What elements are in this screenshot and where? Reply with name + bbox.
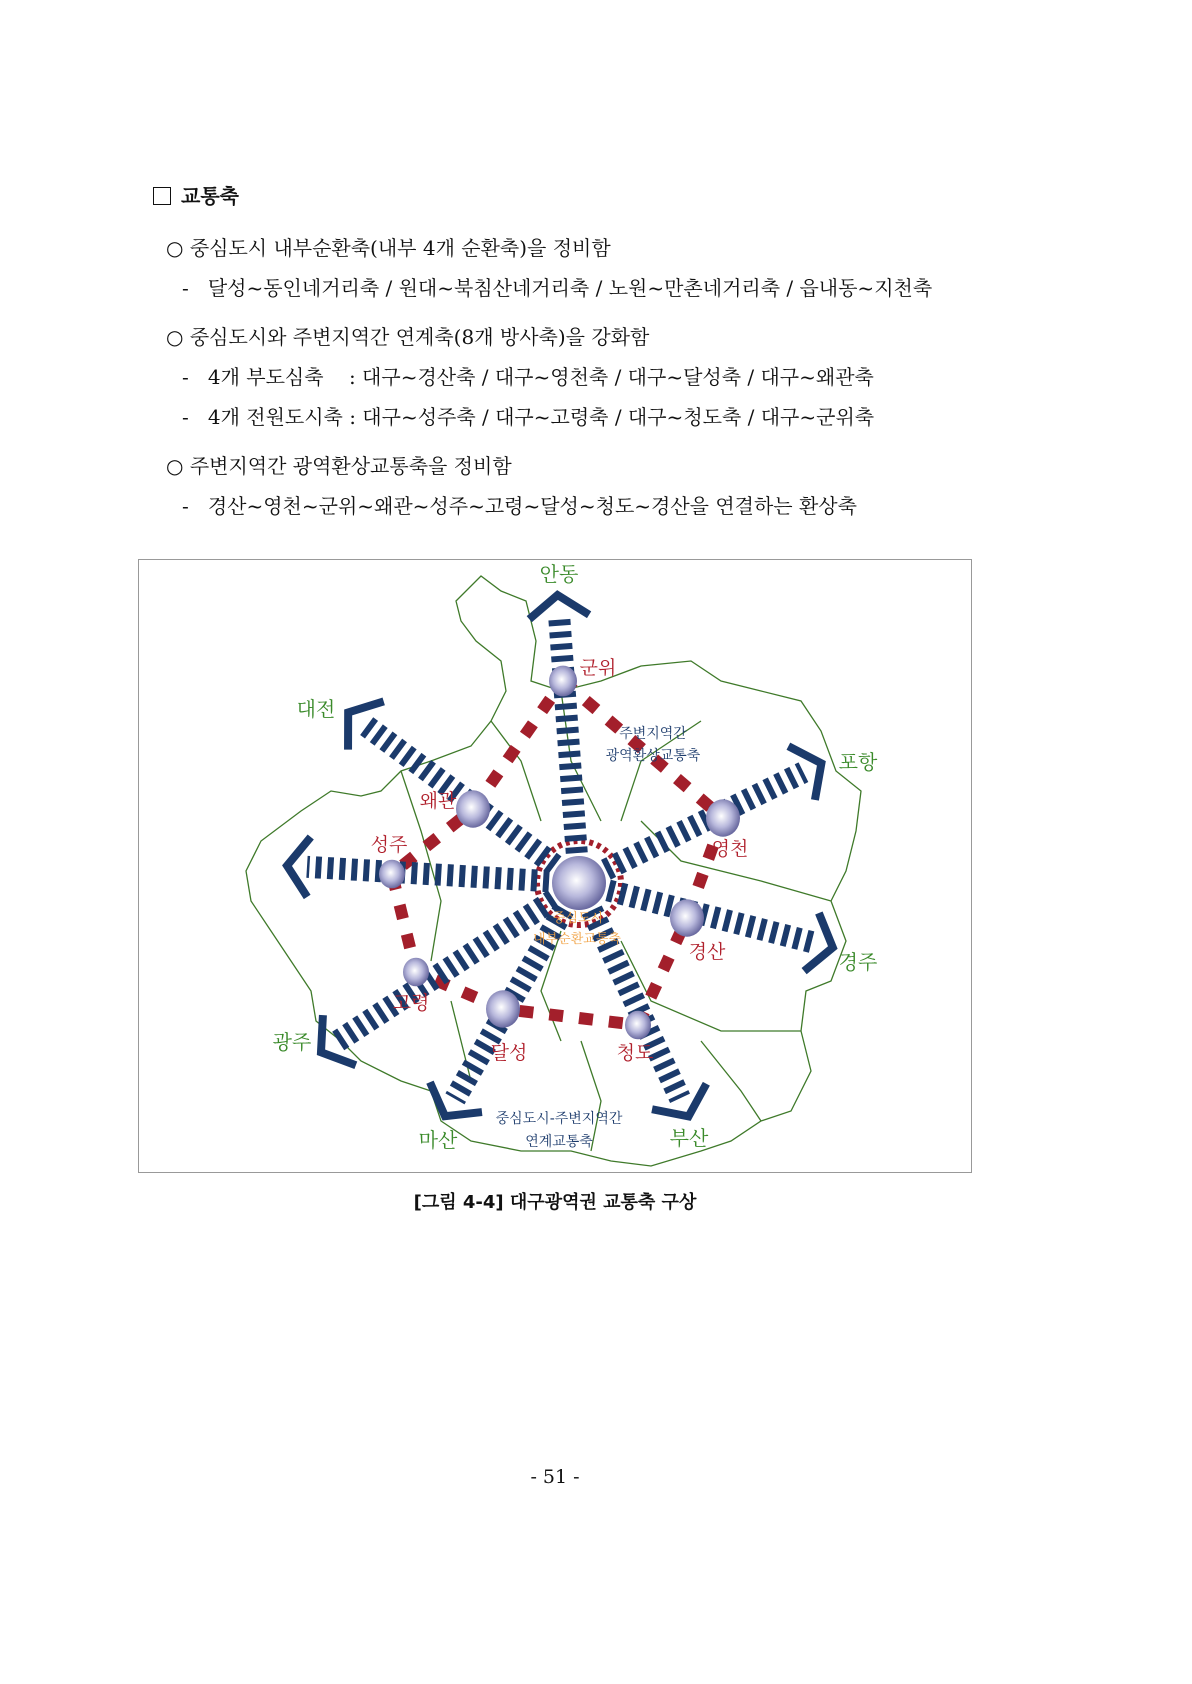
satellite-city-node bbox=[706, 799, 740, 836]
satellite-city-node bbox=[403, 958, 429, 987]
radial-axis bbox=[608, 890, 813, 942]
satellite-city-node bbox=[456, 790, 490, 827]
ring-axis-label: 광역환상교통축 bbox=[605, 748, 701, 764]
node-label-waegwan: 왜관 bbox=[419, 790, 457, 812]
radial-axis-label: 중심도시-주변지역간 bbox=[495, 1111, 623, 1127]
satellite-city-node bbox=[625, 1011, 651, 1040]
arrowhead-icon bbox=[788, 746, 821, 800]
central-city-node bbox=[552, 856, 606, 910]
list-item: - 경산~영천~군위~왜관~성주~고령~달성~청도~경산을 연결하는 환상축 bbox=[182, 494, 857, 518]
page-number: - 51 - bbox=[530, 1466, 580, 1488]
city-label-pohang: 포항 bbox=[838, 750, 878, 774]
arrowhead-icon bbox=[652, 1084, 706, 1117]
list-item: - 4개 전원도시축 : 대구~성주축 / 대구~고령축 / 대구~청도축 / 대구~군위축 bbox=[182, 405, 875, 429]
city-label-busan: 부산 bbox=[669, 1126, 709, 1150]
arrowhead-icon bbox=[348, 701, 384, 749]
list-item: ○ 중심도시와 주변지역간 연계축(8개 방사축)을 강화함 bbox=[166, 325, 650, 349]
node-label-goryeong: 고령 bbox=[392, 992, 430, 1014]
node-label-dalseong: 달성 bbox=[490, 1042, 528, 1064]
region-boundary bbox=[246, 576, 861, 1166]
node-label-gunwi: 군위 bbox=[579, 657, 617, 679]
node-label-gyeongsan: 경산 bbox=[688, 941, 726, 963]
node-label-cheongdo: 청도 bbox=[616, 1042, 654, 1064]
list-item: - 4개 부도심축 : 대구~경산축 / 대구~영천축 / 대구~달성축 / 대구~왜관축 bbox=[182, 365, 874, 389]
satellite-city-node bbox=[549, 666, 577, 697]
list-item: ○ 중심도시 내부순환축(내부 4개 순환축)을 정비함 bbox=[166, 236, 611, 260]
list-item: ○ 주변지역간 광역환상교통축을 정비함 bbox=[166, 454, 512, 478]
section-heading: 교통축 bbox=[153, 184, 239, 208]
city-label-gwangju: 광주 bbox=[272, 1030, 312, 1054]
inner-axis-label: 내부순환교통축 bbox=[533, 932, 621, 947]
radial-axis bbox=[559, 615, 577, 853]
satellite-city-node bbox=[670, 899, 704, 936]
transport-axis-diagram bbox=[138, 559, 972, 1173]
ring-axis-label: 주변지역간 bbox=[619, 726, 687, 742]
satellite-city-node bbox=[379, 860, 405, 889]
city-label-gyeongju: 경주 bbox=[838, 950, 878, 974]
city-label-andong: 안동 bbox=[539, 562, 579, 586]
city-label-masan: 마산 bbox=[418, 1128, 458, 1152]
node-label-yeongcheon: 영천 bbox=[711, 838, 749, 860]
arrowhead-icon bbox=[529, 595, 589, 619]
node-label-seongju: 성주 bbox=[370, 834, 408, 856]
satellite-city-node bbox=[486, 990, 520, 1027]
radial-axis-label: 연계교통축 bbox=[525, 1134, 593, 1150]
radial-axis bbox=[307, 867, 549, 881]
city-label-daejeon: 대전 bbox=[296, 697, 336, 721]
checkbox-square-icon bbox=[153, 187, 171, 205]
inner-axis-label: 중심도시 bbox=[552, 911, 604, 926]
figure-caption: [그림 4-4] 대구광역권 교통축 구상 bbox=[413, 1192, 697, 1213]
list-item: - 달성~동인네거리축 / 원대~북침산네거리축 / 노원~만촌네거리축 / 읍내동~지천축 bbox=[182, 276, 933, 300]
